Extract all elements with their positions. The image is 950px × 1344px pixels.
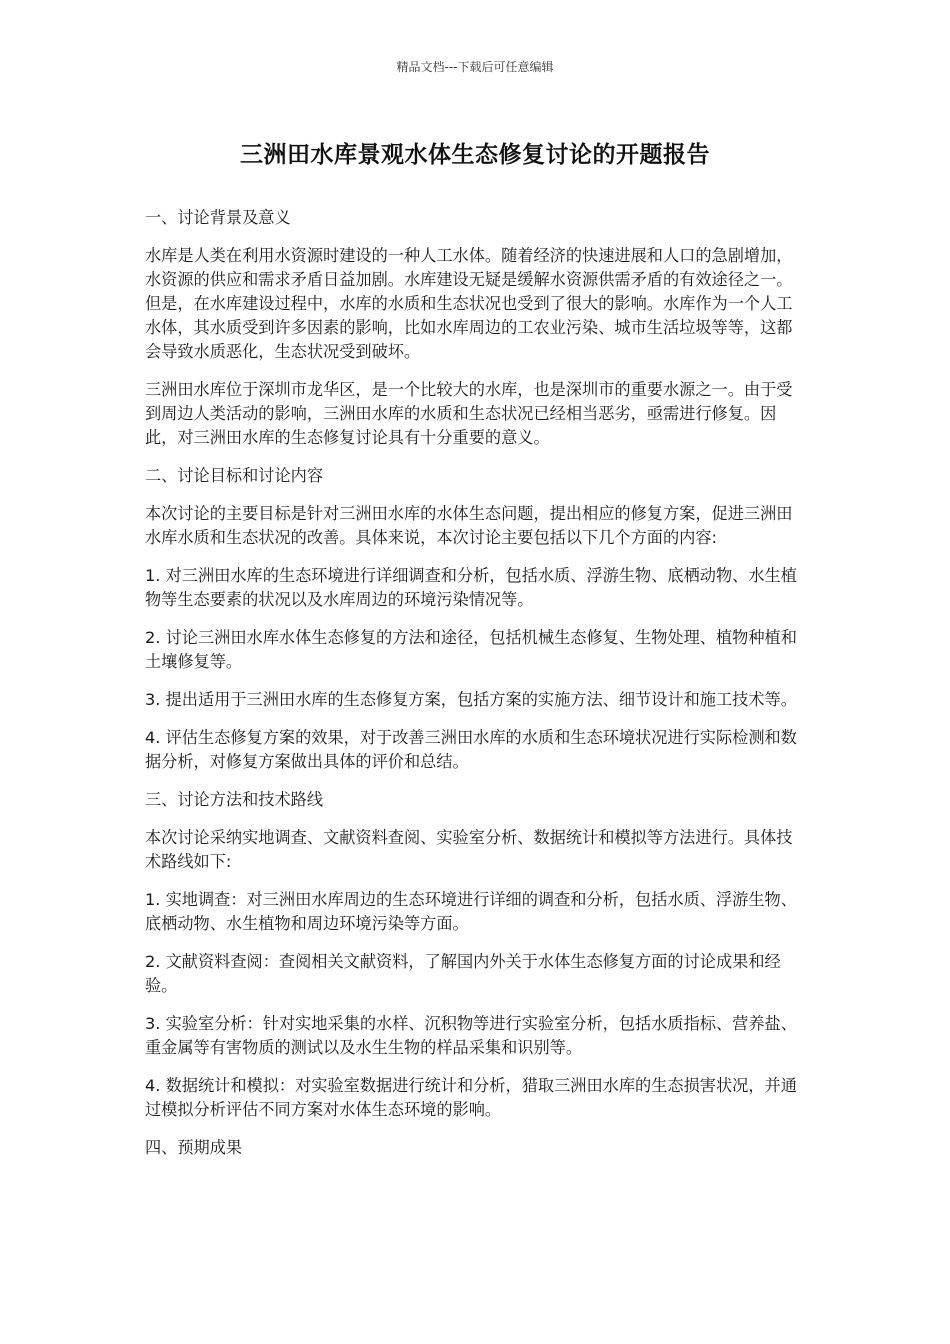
list-item: 4. 数据统计和模拟：对实验室数据进行统计和分析，猎取三洲田水库的生态损害状况，并通过模拟分析评估不同方案对水体生态环境的影响。 xyxy=(145,1076,797,1119)
list-item: 1. 对三洲田水库的生态环境进行详细调查和分析，包括水质、浮游生物、底栖动物、水生植物等生态要素的状况以及水库周边的环境污染情况等。 xyxy=(145,566,797,609)
list-item: 3. 实验室分析：针对实地采集的水样、沉积物等进行实验室分析，包括水质指标、营养盐、重金属等有害物质的测试以及水生生物的样品采集和识别等。 xyxy=(145,1014,797,1057)
list-item: 2. 文献资料查阅：查阅相关文献资料，了解国内外关于水体生态修复方面的讨论成果和经验。 xyxy=(145,952,781,995)
paragraph: 水库是人类在利用水资源时建设的一种人工水体。随着经济的快速进展和人口的急剧增加，水资源的供应和需求矛盾日益加剧。水库建设无疑是缓解水资源供需矛盾的有效途径之一。但是，在水库建设过程中，水库的水质和生态状况也受到了很大的影响。水库作为一个人工水体，其水质受到许多因素的影响，比如水库周边的工农业污染、城市生活垃圾等等，这都会导致水质恶化，生态状况受到破坏。 xyxy=(145,246,793,361)
header-note: 精品文档---下载后可任意编辑 xyxy=(396,60,554,74)
section-heading-4: 四、预期成果 xyxy=(145,1138,243,1157)
list-item: 4. 评估生态修复方案的效果，对于改善三洲田水库的水质和生态环境状况进行实际检测和数据分析，对修复方案做出具体的评价和总结。 xyxy=(145,728,797,771)
paragraph: 本次讨论的主要目标是针对三洲田水库的水体生态问题，提出相应的修复方案，促进三洲田水库水质和生态状况的改善。具体来说，本次讨论主要包括以下几个方面的内容: xyxy=(145,504,793,547)
list-item: 1. 实地调查：对三洲田水库周边的生态环境进行详细的调查和分析，包括水质、浮游生物、底栖动物、水生植物和周边环境污染等方面。 xyxy=(145,890,797,933)
section-heading-1: 一、讨论背景及意义 xyxy=(145,208,291,227)
list-item: 2. 讨论三洲田水库水体生态修复的方法和途径，包括机械生态修复、生物处理、植物种植和土壤修复等。 xyxy=(145,628,797,671)
paragraph: 本次讨论采纳实地调查、文献资料查阅、实验室分析、数据统计和模拟等方法进行。具体技术路线如下: xyxy=(145,828,793,871)
document-body xyxy=(145,206,807,1174)
section-heading-3: 三、讨论方法和技术路线 xyxy=(145,790,324,809)
paragraph: 三洲田水库位于深圳市龙华区，是一个比较大的水库，也是深圳市的重要水源之一。由于受到周边人类活动的影响，三洲田水库的水质和生态状况已经相当恶劣，亟需进行修复。因此，对三洲田水库的生态修复讨论具有十分重要的意义。 xyxy=(145,380,793,447)
list-item: 3. 提出适用于三洲田水库的生态修复方案，包括方案的实施方法、细节设计和施工技术等。 xyxy=(145,690,797,709)
section-heading-2: 二、讨论目标和讨论内容 xyxy=(145,466,324,485)
document-title: 三洲田水库景观水体生态修复讨论的开题报告 xyxy=(240,142,710,168)
